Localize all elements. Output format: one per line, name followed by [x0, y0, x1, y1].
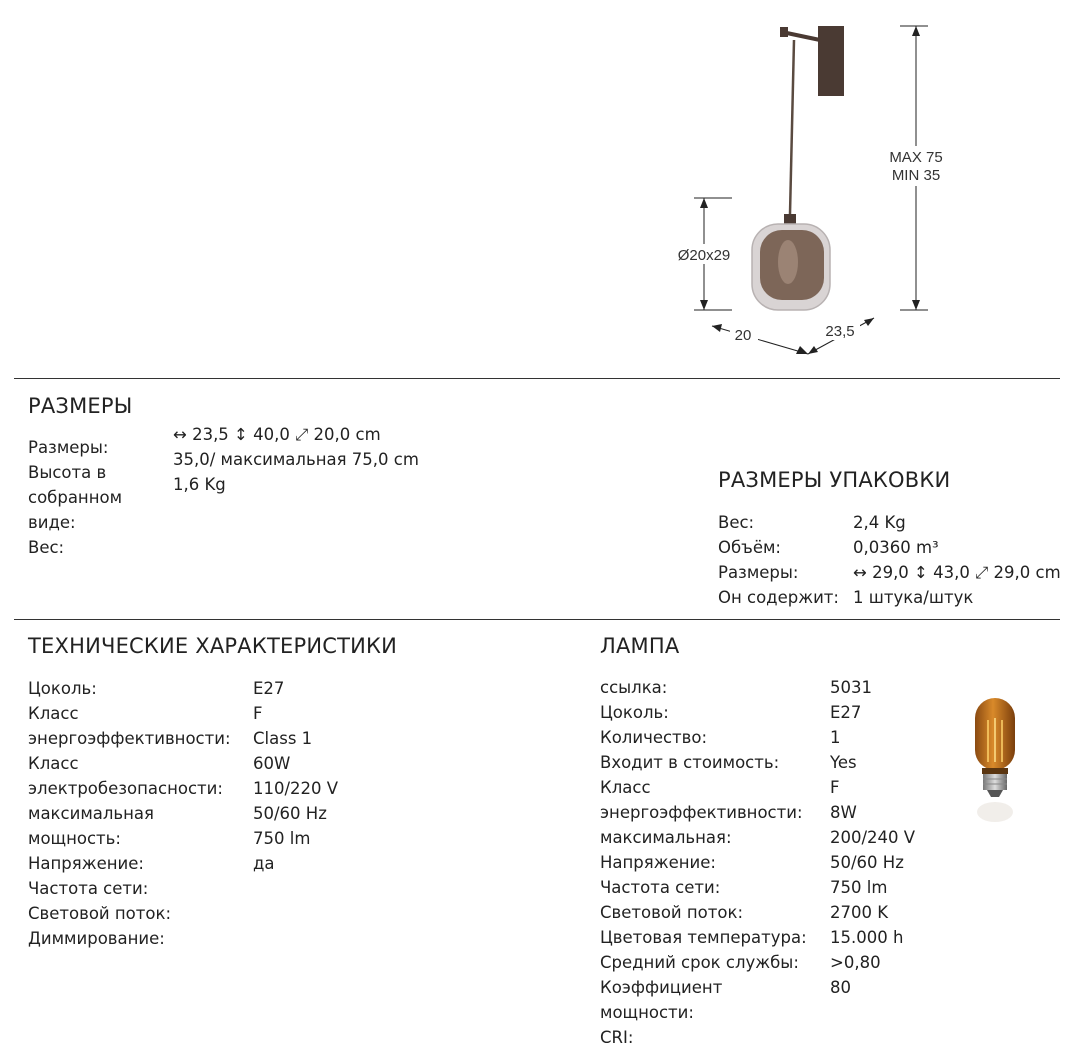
lamp-title: ЛАМПА — [600, 634, 680, 658]
technical-title: ТЕХНИЧЕСКИЕ ХАРАКТЕРИСТИКИ — [28, 634, 398, 658]
lamp-values — [830, 675, 915, 1000]
packaging-label: Размеры: — [718, 563, 799, 582]
technical-label: электробезопасности: — [28, 779, 223, 798]
light-bulb-icon — [950, 690, 1040, 830]
lamp-labels — [600, 675, 807, 1050]
lamp-label: Цветовая температура: — [600, 928, 807, 947]
lamp-value: 8W — [830, 803, 857, 822]
lamp-value: E27 — [830, 703, 862, 722]
technical-label: Световой поток: — [28, 904, 172, 923]
dimensions-label: Вес: — [28, 538, 65, 557]
max-label: MAX 75 — [889, 149, 943, 166]
dimensions-height-value: 35,0/ максимальная 75,0 cm — [173, 450, 419, 469]
lamp-label: CRI: — [600, 1028, 634, 1047]
packaging-value: 0,0360 m³ — [853, 538, 939, 557]
dimensions-labels — [28, 435, 122, 560]
technical-value: да — [253, 854, 275, 873]
bulb-glow — [778, 240, 798, 284]
technical-label: Класс — [28, 704, 79, 723]
lamp-value: Yes — [830, 753, 857, 772]
lamp-label: Напряжение: — [600, 853, 716, 872]
packaging-value: 1 штука/штук — [853, 588, 974, 607]
diameter-label: Ø20x29 — [677, 247, 731, 264]
dimensions-title: РАЗМЕРЫ — [28, 394, 133, 418]
lamp-value: 50/60 Hz — [830, 853, 904, 872]
lamp-label: Входит в стоимость: — [600, 753, 780, 772]
depth-dimension-left — [712, 326, 808, 354]
lamp-value: 1 — [830, 728, 841, 747]
depth-label-left: 20 — [734, 327, 752, 344]
lamp-value: >0,80 — [830, 953, 881, 972]
lamp-label: Средний срок службы: — [600, 953, 799, 972]
technical-label: максимальная — [28, 804, 154, 823]
technical-value: 750 lm — [253, 829, 311, 848]
lamp-label: Класс — [600, 778, 651, 797]
lamp-label: энергоэффективности: — [600, 803, 803, 822]
dimensions-values — [173, 422, 419, 497]
depth-label-right: 23,5 — [825, 323, 855, 340]
technical-label: Частота сети: — [28, 879, 149, 898]
technical-label: Диммирование: — [28, 929, 165, 948]
lamp-value: 750 lm — [830, 878, 888, 897]
technical-label: мощность: — [28, 829, 121, 848]
lamp-value: 80 — [830, 978, 851, 997]
technical-value: 60W — [253, 754, 291, 773]
dimensions-label: Размеры: — [28, 438, 109, 457]
cable — [790, 40, 794, 214]
packaging-value: ↔ 29,0 ↕ 43,0 ⤢ 29,0 cm — [853, 563, 1061, 582]
dimensions-label: Высота в — [28, 463, 107, 482]
technical-value: 50/60 Hz — [253, 804, 327, 823]
technical-values — [253, 676, 338, 876]
technical-value: E27 — [253, 679, 285, 698]
technical-labels — [28, 676, 231, 951]
dimensions-size-value: ↔ 23,5 ↕ 40,0 ⤢ 20,0 cm — [173, 425, 381, 444]
divider-middle — [14, 619, 1060, 620]
packaging-labels — [718, 510, 839, 610]
packaging-value: 2,4 Kg — [853, 513, 906, 532]
lamp-value: 15.000 h — [830, 928, 904, 947]
technical-label: Класс — [28, 754, 79, 773]
lamp-label: Цоколь: — [600, 703, 669, 722]
lamp-value: 5031 — [830, 678, 872, 697]
packaging-label: Вес: — [718, 513, 755, 532]
min-label: MIN 35 — [891, 167, 941, 184]
technical-label: Цоколь: — [28, 679, 97, 698]
divider-top — [14, 378, 1060, 379]
lamp-dimension-drawing — [660, 0, 960, 370]
technical-value: F — [253, 704, 263, 723]
packaging-title: РАЗМЕРЫ УПАКОВКИ — [718, 468, 951, 492]
dimensions-weight-value: 1,6 Kg — [173, 475, 226, 494]
wall-plate — [818, 26, 844, 96]
lamp-value: 2700 K — [830, 903, 889, 922]
lamp-value: F — [830, 778, 840, 797]
lamp-label: Световой поток: — [600, 903, 744, 922]
lamp-label: Количество: — [600, 728, 708, 747]
technical-value: 110/220 V — [253, 779, 339, 798]
packaging-label: Объём: — [718, 538, 781, 557]
technical-value: Class 1 — [253, 729, 313, 748]
dimensions-label: собранном — [28, 488, 123, 507]
lamp-value: 200/240 V — [830, 828, 916, 847]
dimensions-label: виде: — [28, 513, 76, 532]
technical-label: Напряжение: — [28, 854, 144, 873]
lamp-label: Коэффициент — [600, 978, 723, 997]
lamp-label: мощности: — [600, 1003, 694, 1022]
arm-cap — [780, 27, 788, 37]
technical-label: энергоэффективности: — [28, 729, 231, 748]
packaging-label: Он содержит: — [718, 588, 839, 607]
lamp-label: максимальная: — [600, 828, 732, 847]
lamp-label: ссылка: — [600, 678, 668, 697]
lamp-label: Частота сети: — [600, 878, 721, 897]
packaging-values — [853, 510, 1061, 610]
